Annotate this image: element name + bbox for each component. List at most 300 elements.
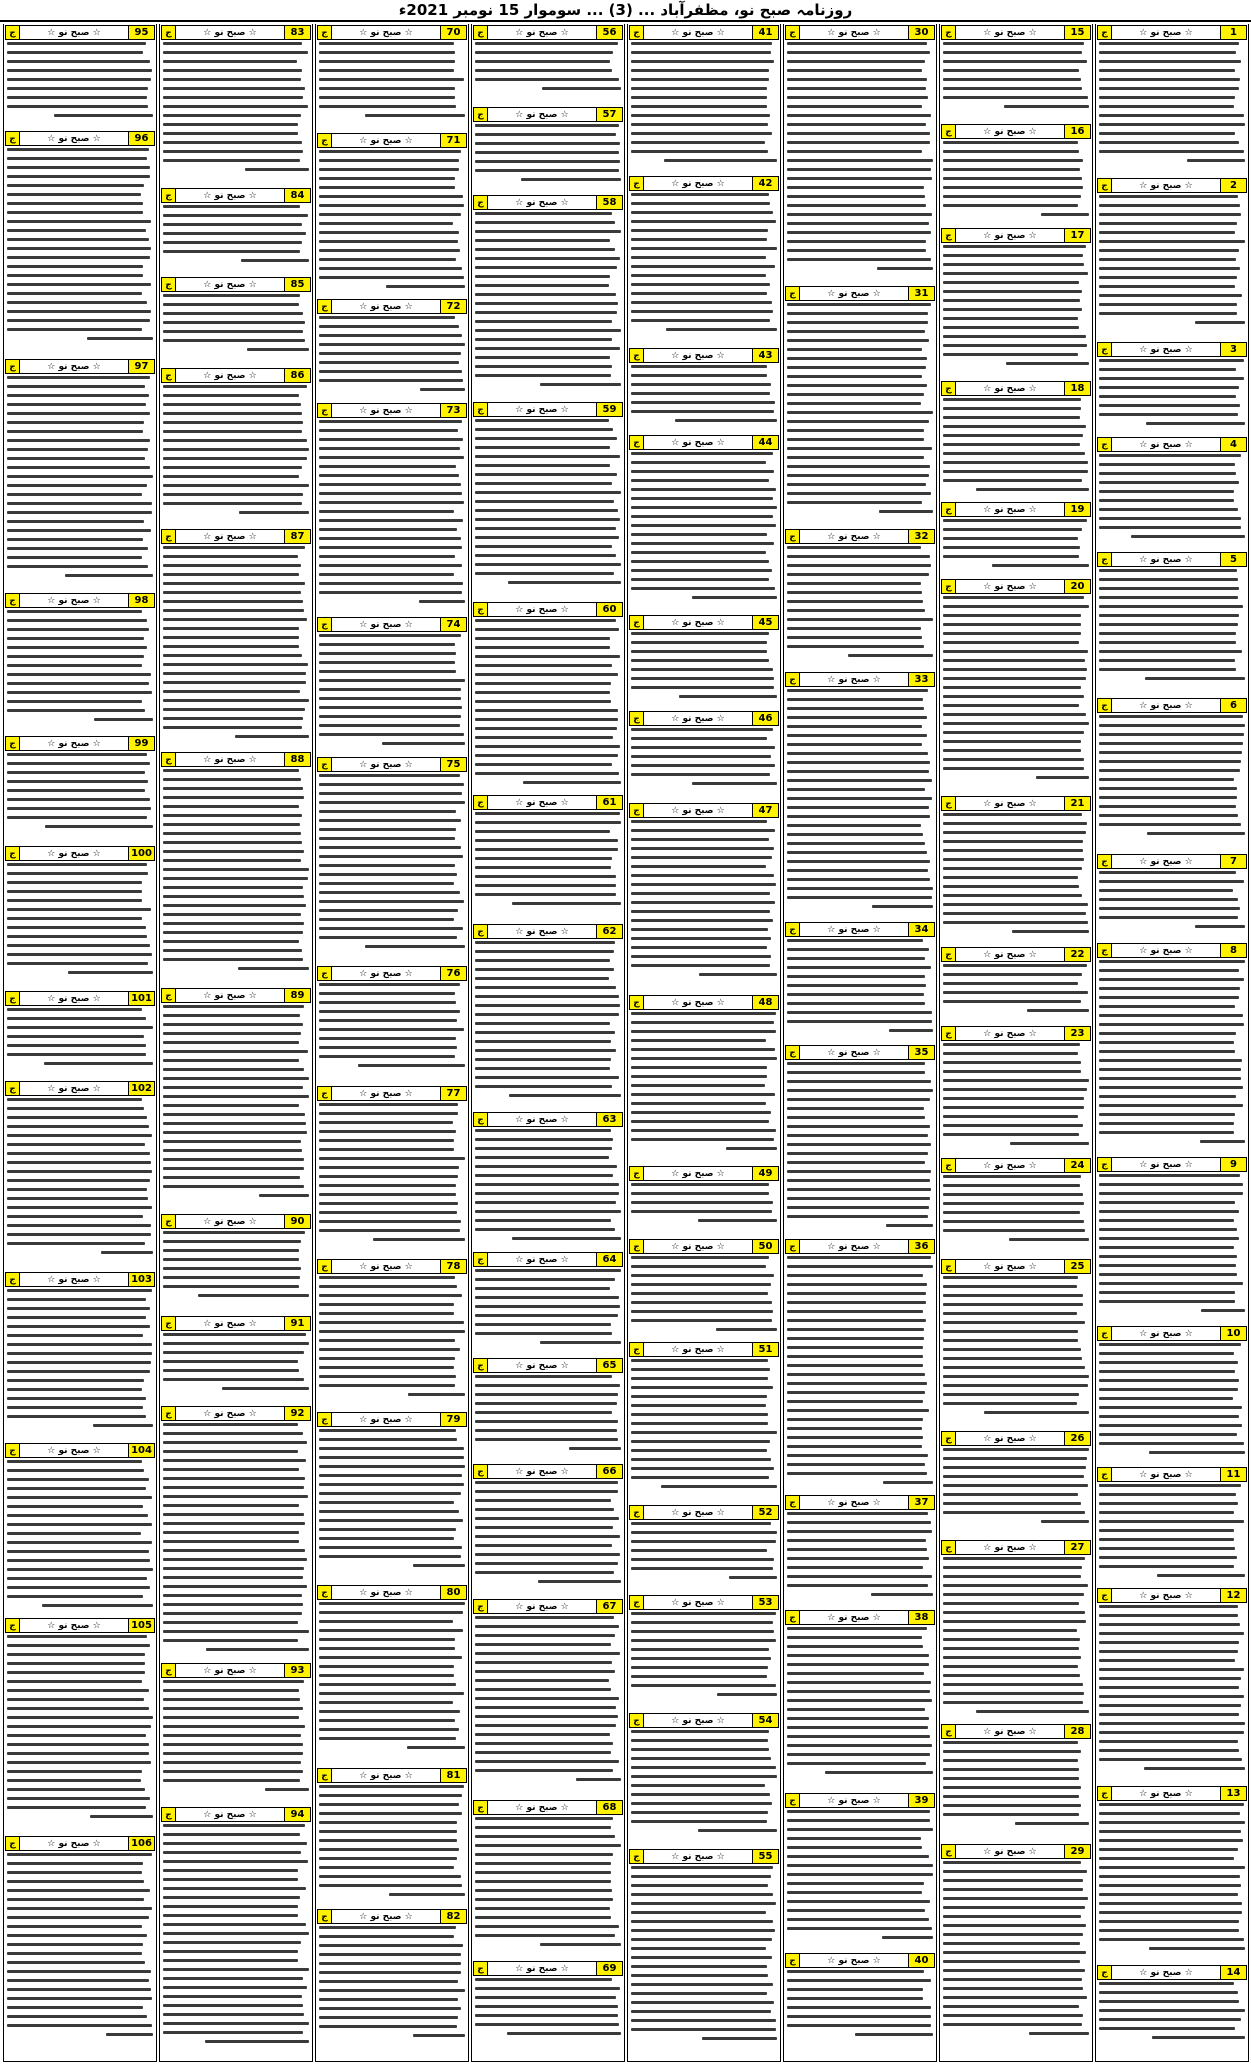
notice <box>1096 24 1248 177</box>
text-line <box>7 780 148 783</box>
notice-brand: ☆ صبح نو ☆ <box>671 1851 725 1862</box>
notice-number: 82 <box>440 1910 466 1923</box>
text-line <box>1099 1424 1242 1427</box>
text-line <box>787 1080 931 1083</box>
text-line <box>943 96 1088 99</box>
text-line <box>1099 1442 1244 1445</box>
notice-brand: ☆ صبح نو ☆ <box>515 1466 569 1477</box>
text-line <box>631 274 766 277</box>
text-line <box>943 407 1081 410</box>
text-line <box>1029 2032 1089 2035</box>
text-line <box>319 177 455 180</box>
text-line <box>631 551 766 554</box>
text-line <box>787 1846 922 1849</box>
notice-brand: ☆ صبح نو ☆ <box>983 230 1037 241</box>
text-line <box>631 1075 767 1078</box>
text-line <box>7 1853 152 1856</box>
notice-number: 13 <box>1220 1787 1246 1800</box>
notice-text-block <box>784 40 936 285</box>
text-line <box>787 743 922 746</box>
text-line <box>319 1121 453 1124</box>
text-line <box>475 482 612 485</box>
text-line <box>1099 463 1235 466</box>
text-line <box>1099 1866 1245 1869</box>
notice <box>4 1835 156 2054</box>
text-line <box>787 1855 929 1858</box>
text-line <box>943 1511 1085 1514</box>
text-line <box>787 159 933 162</box>
text-line <box>163 87 305 90</box>
text-line <box>475 1049 616 1052</box>
text-line <box>1099 359 1244 362</box>
text-line <box>787 1539 926 1542</box>
text-line <box>787 1310 923 1313</box>
text-line <box>163 726 302 729</box>
text-line <box>163 1504 299 1507</box>
newspaper-logo-icon: ج <box>474 196 488 209</box>
text-line <box>943 867 1082 870</box>
text-line <box>163 1567 304 1570</box>
text-line <box>943 858 1084 861</box>
text-line <box>787 78 927 81</box>
notice-header <box>785 286 935 301</box>
notice-brand: ☆ صبح نو ☆ <box>827 27 881 38</box>
notice-brand: ☆ صبح نو ☆ <box>827 1497 881 1508</box>
text-line <box>787 1197 930 1200</box>
notice-number: 53 <box>752 1596 778 1609</box>
notice-brand: ☆ صبح نو ☆ <box>47 993 101 1004</box>
notice-header <box>161 368 311 383</box>
notice-number: 11 <box>1220 1468 1246 1481</box>
notice-number: 104 <box>128 1444 154 1457</box>
notice-header <box>473 195 623 210</box>
text-line <box>475 536 619 539</box>
notice-number: 83 <box>284 26 310 39</box>
text-line <box>319 501 464 504</box>
text-line <box>163 303 299 306</box>
notice <box>940 380 1092 501</box>
text-line <box>1099 222 1237 225</box>
text-line <box>542 87 621 90</box>
text-line <box>787 1819 930 1822</box>
text-line <box>1099 114 1244 117</box>
text-line <box>163 573 299 576</box>
text-line <box>7 908 151 911</box>
notice-number: 76 <box>440 967 466 980</box>
text-line <box>475 42 618 45</box>
text-line <box>7 1788 145 1791</box>
text-line <box>475 682 611 685</box>
text-line <box>319 96 455 99</box>
text-line <box>943 1942 1080 1945</box>
text-line <box>943 1879 1083 1882</box>
text-line <box>787 1753 930 1756</box>
notice-header <box>785 529 935 544</box>
notice-brand: ☆ صبح نو ☆ <box>983 949 1037 960</box>
newspaper-logo-icon: ج <box>1098 179 1112 192</box>
text-line <box>319 1935 454 1938</box>
notice-header <box>473 795 623 810</box>
text-line <box>7 175 150 178</box>
text-line <box>7 682 149 685</box>
text-line <box>1099 132 1235 135</box>
text-line <box>319 69 454 72</box>
newspaper-logo-icon: ج <box>942 1260 956 1273</box>
notice <box>4 735 156 845</box>
notice-header <box>161 988 311 1003</box>
text-line <box>163 42 302 45</box>
text-line <box>1099 1938 1244 1941</box>
text-line <box>319 573 454 576</box>
text-line <box>1099 2027 1235 2030</box>
notice-text-block <box>472 1976 624 2053</box>
text-line <box>413 1564 465 1567</box>
text-line <box>1099 1379 1239 1382</box>
notice-number: 78 <box>440 1260 466 1273</box>
text-line <box>163 394 299 397</box>
text-line <box>475 1898 613 1901</box>
text-line <box>787 779 932 782</box>
text-line <box>163 1540 299 1543</box>
notice-header <box>473 1599 623 1614</box>
text-line <box>1099 195 1238 198</box>
text-line <box>163 1122 306 1125</box>
newspaper-logo-icon: ج <box>942 1027 956 1040</box>
text-line <box>943 1229 1085 1232</box>
text-line <box>475 302 618 305</box>
notice <box>472 1111 624 1251</box>
text-line <box>163 1531 299 1534</box>
text-line <box>163 1176 300 1179</box>
text-line <box>1099 1210 1239 1213</box>
text-line <box>7 96 147 99</box>
text-line <box>7 385 145 388</box>
text-line <box>163 223 302 226</box>
text-line <box>1099 150 1244 153</box>
notice-header <box>5 1081 155 1096</box>
text-line <box>943 1484 1088 1487</box>
text-line <box>1099 760 1241 763</box>
text-line <box>163 1495 308 1498</box>
newspaper-logo-icon: ج <box>942 1725 956 1738</box>
text-line <box>475 1853 613 1856</box>
notice-header <box>161 1214 311 1229</box>
text-line <box>631 847 774 850</box>
text-line <box>475 763 612 766</box>
text-line <box>7 1680 142 1683</box>
text-line <box>319 1839 457 1842</box>
text-line <box>319 1719 455 1722</box>
text-line <box>163 1576 303 1579</box>
text-line <box>787 1400 923 1403</box>
text-line <box>7 439 150 442</box>
notice-text-block <box>160 1003 312 1213</box>
text-line <box>163 232 306 235</box>
notice-brand: ☆ صبح نو ☆ <box>671 1168 725 1179</box>
text-line <box>1099 312 1237 315</box>
text-line <box>163 1621 298 1624</box>
notice-number: 54 <box>752 1714 778 1727</box>
text-line <box>787 375 922 378</box>
text-line <box>7 1044 146 1047</box>
notice <box>628 802 780 994</box>
text-line <box>631 1111 771 1114</box>
text-line <box>319 1447 464 1450</box>
text-line <box>631 1422 768 1425</box>
notice-number: 64 <box>596 1253 622 1266</box>
notice-text-block <box>472 1815 624 1960</box>
text-line <box>7 1496 152 1499</box>
text-line <box>7 1752 149 1755</box>
newspaper-logo-icon: ج <box>942 1432 956 1445</box>
text-line <box>475 491 621 494</box>
text-line <box>631 1639 776 1642</box>
text-line <box>163 1185 304 1188</box>
text-line <box>475 1393 618 1396</box>
text-line <box>631 1666 768 1669</box>
text-line <box>163 1878 298 1881</box>
notice-number: 3 <box>1220 343 1246 356</box>
text-line <box>319 1211 457 1214</box>
text-line <box>163 2004 303 2007</box>
newspaper-logo-icon: ج <box>942 948 956 961</box>
text-line <box>7 935 147 938</box>
notice-brand: ☆ صبح نو ☆ <box>827 1241 881 1252</box>
notice <box>628 1341 780 1504</box>
text-line <box>163 600 303 603</box>
notice <box>316 1411 468 1584</box>
newspaper-logo-icon: ج <box>1098 1966 1112 1979</box>
text-line <box>1099 569 1237 572</box>
text-line <box>475 893 616 896</box>
text-line <box>386 285 465 288</box>
text-line <box>7 2024 152 2027</box>
notice-number: 84 <box>284 189 310 202</box>
text-line <box>475 1040 611 1043</box>
text-line <box>163 1612 302 1615</box>
text-line <box>1099 814 1238 817</box>
text-line <box>787 213 932 216</box>
notice-header <box>1097 1965 1247 1980</box>
text-line <box>787 321 928 324</box>
notice <box>784 1044 936 1238</box>
text-line <box>163 241 302 244</box>
notice-brand: ☆ صبح نو ☆ <box>359 1911 413 1922</box>
text-line <box>943 1969 1085 1972</box>
notice-header <box>785 922 935 937</box>
text-line <box>475 1562 618 1565</box>
text-line <box>787 1265 933 1268</box>
text-line <box>319 1483 464 1486</box>
text-line <box>319 1821 457 1824</box>
text-line <box>7 283 151 286</box>
text-line <box>523 781 621 784</box>
text-line <box>163 69 302 72</box>
notice-number: 22 <box>1064 948 1090 961</box>
text-line <box>7 1806 146 1809</box>
text-line <box>631 247 777 250</box>
text-line <box>475 320 612 323</box>
text-line <box>319 231 459 234</box>
newspaper-logo-icon: ج <box>786 1611 800 1624</box>
text-line <box>319 1193 456 1196</box>
text-line <box>7 484 147 487</box>
text-line <box>787 716 927 719</box>
text-line <box>1099 204 1240 207</box>
text-line <box>787 483 926 486</box>
text-line <box>943 831 1086 834</box>
notice-number: 45 <box>752 616 778 629</box>
notice-brand: ☆ صبح نو ☆ <box>515 109 569 120</box>
text-line <box>1099 294 1242 297</box>
notice-header <box>317 299 467 314</box>
text-line <box>943 1285 1077 1288</box>
text-line <box>787 1445 922 1448</box>
notice <box>316 1908 468 2054</box>
notice-text-block <box>1096 1980 1248 2053</box>
text-line <box>943 1321 1085 1324</box>
text-line <box>787 618 933 621</box>
text-line <box>787 797 932 800</box>
text-line <box>787 806 929 809</box>
text-line <box>7 78 151 81</box>
text-line <box>7 1343 152 1346</box>
notice-brand: ☆ صبح نو ☆ <box>983 1726 1037 1737</box>
text-line <box>1099 1614 1238 1617</box>
text-line <box>65 574 153 577</box>
notice-brand: ☆ صبح نو ☆ <box>47 1620 101 1631</box>
notice-number: 48 <box>752 996 778 1009</box>
text-line <box>631 1612 776 1615</box>
text-line <box>1099 213 1241 216</box>
text-line <box>787 698 923 701</box>
text-line <box>7 193 141 196</box>
text-line <box>631 865 766 868</box>
text-line <box>1099 303 1237 306</box>
text-line <box>943 528 1082 531</box>
notice-header <box>317 1585 467 1600</box>
text-line <box>943 991 1088 994</box>
text-line <box>943 263 1084 266</box>
text-line <box>420 388 465 391</box>
newspaper-logo-icon: ج <box>474 1465 488 1478</box>
text-line <box>7 376 150 379</box>
text-line <box>943 849 1083 852</box>
notice <box>316 616 468 756</box>
text-line <box>1099 1086 1243 1089</box>
text-line <box>475 1219 611 1222</box>
newspaper-logo-icon: ج <box>474 1253 488 1266</box>
notice-brand: ☆ صبح نو ☆ <box>671 997 725 1008</box>
text-line <box>319 1474 462 1477</box>
text-line <box>319 652 456 655</box>
newspaper-logo-icon: ج <box>162 189 176 202</box>
notice <box>784 1238 936 1494</box>
text-line <box>319 1629 463 1632</box>
text-line <box>1099 1529 1234 1532</box>
text-line <box>787 186 924 189</box>
newspaper-logo-icon: ج <box>6 1082 20 1095</box>
text-line <box>787 1161 925 1164</box>
text-line <box>7 1925 142 1928</box>
text-line <box>1099 769 1240 772</box>
text-line <box>265 1788 309 1791</box>
text-line <box>1099 1875 1240 1878</box>
notice-number: 9 <box>1220 1158 1246 1171</box>
notice <box>316 132 468 298</box>
text-line <box>7 1107 144 1110</box>
notice-header <box>5 1836 155 1851</box>
text-line <box>1099 1556 1237 1559</box>
text-line <box>7 1325 150 1328</box>
text-line <box>475 655 620 658</box>
text-line <box>475 1871 611 1874</box>
text-line <box>943 2005 1079 2008</box>
text-line <box>475 1925 619 1928</box>
text-line <box>163 321 305 324</box>
text-line <box>943 1133 1079 1136</box>
text-line <box>475 1210 621 1213</box>
text-line <box>631 461 766 464</box>
text-line <box>943 60 1087 63</box>
text-line <box>475 284 609 287</box>
text-line <box>319 1166 459 1169</box>
text-line <box>631 1458 771 1461</box>
text-line <box>1099 1264 1236 1267</box>
newspaper-logo-icon: ج <box>786 1496 800 1509</box>
text-line <box>163 555 298 558</box>
notice <box>1096 1156 1248 1325</box>
text-line <box>631 265 775 268</box>
text-line <box>163 1707 303 1710</box>
text-line <box>943 605 1089 608</box>
notice-header <box>5 1272 155 1287</box>
text-line <box>631 1368 770 1371</box>
text-line <box>94 718 153 721</box>
text-line <box>943 1924 1086 1927</box>
notice-text-block <box>1096 1341 1248 1466</box>
newspaper-logo-icon: ج <box>474 603 488 616</box>
text-line <box>319 983 460 986</box>
text-line <box>1099 499 1234 502</box>
text-line <box>1099 778 1234 781</box>
text-line <box>475 437 617 440</box>
text-line <box>475 1420 618 1423</box>
text-line <box>1099 1565 1234 1568</box>
notice-brand: ☆ صبح نو ☆ <box>359 619 413 630</box>
text-line <box>319 792 462 795</box>
text-line <box>1099 1397 1233 1400</box>
text-line <box>163 672 306 675</box>
text-line <box>319 240 458 243</box>
notice-number: 67 <box>596 1600 622 1613</box>
notice <box>472 106 624 194</box>
notice-text-block <box>940 1173 1092 1258</box>
notice-text-block <box>316 1101 468 1258</box>
notice-number: 77 <box>440 1087 466 1100</box>
notice-brand: ☆ صبح نو ☆ <box>515 27 569 38</box>
notice-text-block <box>160 1822 312 2054</box>
text-line <box>787 87 926 90</box>
notice <box>940 795 1092 946</box>
text-line <box>163 690 300 693</box>
notice-number: 80 <box>440 1586 466 1599</box>
text-line <box>787 1062 925 1065</box>
newspaper-logo-icon: ج <box>942 1159 956 1172</box>
text-line <box>319 1184 456 1187</box>
text-line <box>163 1068 304 1071</box>
text-line <box>631 587 775 590</box>
